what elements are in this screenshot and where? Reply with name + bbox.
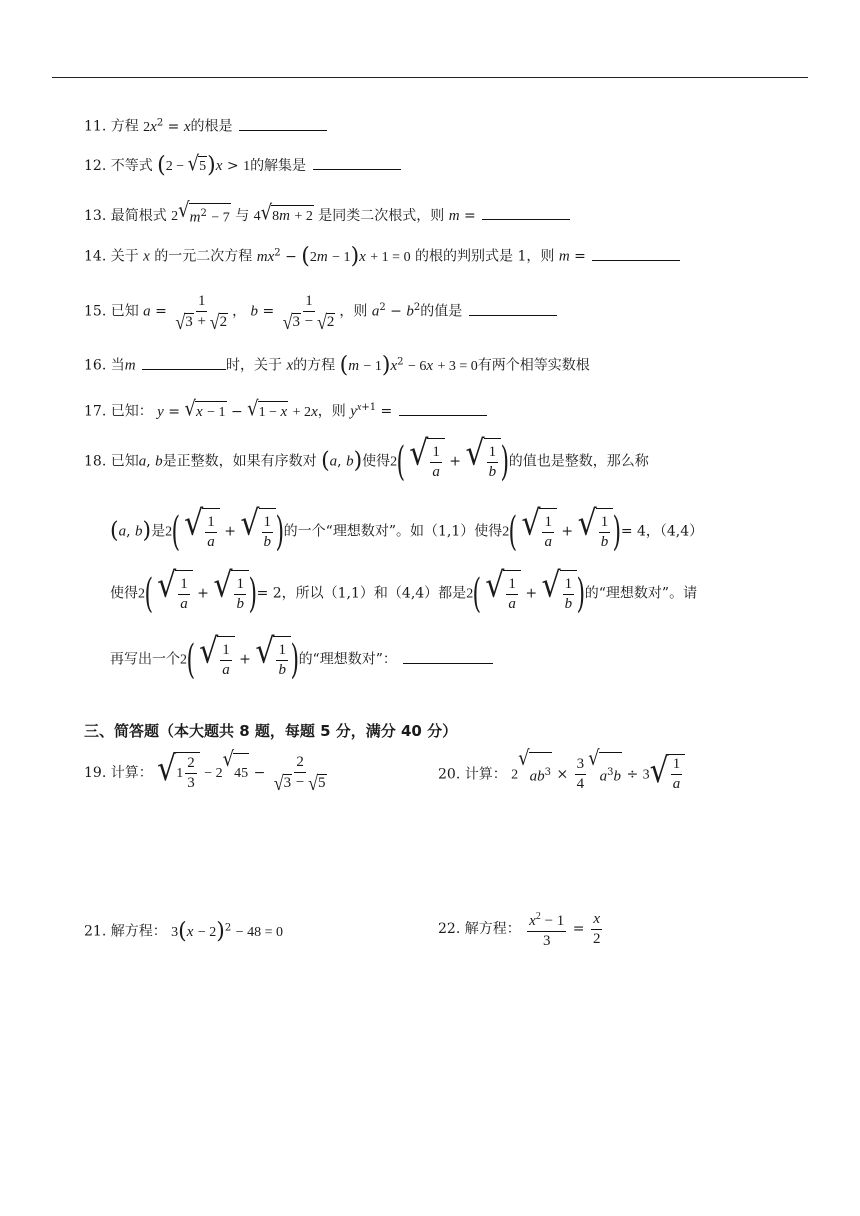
question-21 xyxy=(84,918,283,943)
question-number: 17. xyxy=(84,403,107,420)
question-text: 最简根式 xyxy=(110,207,167,224)
question-text: 解方程： xyxy=(464,921,521,937)
question-text-tail: 的根的判别式是 1，则 xyxy=(415,248,555,265)
question-12: 12. 不等式 (2 − √ 5 )x > 1的解集是 xyxy=(84,155,401,177)
question-number: 12. xyxy=(84,158,107,174)
question-text-mid: 时，关于 xyxy=(226,357,283,374)
question-13: 13. 最简根式 2 √ $m^2 - 7$ 与 4 √ 8m + 2 是同类二次根式，则 m = xyxy=(84,203,570,229)
question-text: 已知 xyxy=(110,303,139,320)
question-text-mid: 与 xyxy=(235,207,250,224)
question-18-line-3: 使得2( √ $\frac{1}{a}$ + √ $\frac{1}{b}$ )= 2，所以（1,1）和（4,4）都是2( √ $\frac{1}{a}$ + √ $\frac{1}{b}$ )的“理想数对”。请 xyxy=(110,565,698,617)
question-number: 22. xyxy=(438,921,461,937)
fraction-b: 1 √ 3 − √ 2 xyxy=(282,292,335,334)
text: 是正整数，如果有序数对 xyxy=(162,453,317,470)
section-heading: 三、简答题（本大题共 8 题，每题 5 分，满分 40 分） xyxy=(84,722,458,740)
question-text-tail-2: 的值是 xyxy=(420,303,463,320)
question-text-tail: ，则 xyxy=(317,403,346,420)
question-text-tail: 是同类二次根式，则 xyxy=(318,207,445,224)
fraction-a: 1 √ 3 + √ 2 xyxy=(175,292,228,334)
text: 的一个“理想数对”。如（1,1）使得 xyxy=(283,523,503,540)
question-number: 15. xyxy=(84,303,107,320)
answer-blank[interactable] xyxy=(469,301,557,316)
answer-blank[interactable] xyxy=(313,155,401,170)
question-text: 方程 xyxy=(110,118,139,135)
header-rule xyxy=(52,77,808,78)
text: 的值也是整数，那么称 xyxy=(508,453,649,470)
question-number: 11. xyxy=(84,118,107,135)
answer-blank[interactable] xyxy=(239,116,327,131)
radical-a: 2 √ $m^2 - 7$ xyxy=(171,208,231,224)
question-text: 计算： xyxy=(110,765,153,781)
question-text: 已知： xyxy=(110,403,153,420)
text: 使得 xyxy=(110,585,138,602)
question-15: 15. 已知 a = 1 √ 3 + √ 2 ， b = 1 √ 3 − √ 2 ，则 $a^2 - b^2$的值是 xyxy=(84,290,557,331)
question-number: 13. xyxy=(84,207,107,224)
answer-blank[interactable] xyxy=(592,246,680,261)
text: 的“理想数对”。请 xyxy=(584,585,698,602)
question-text: 关于 xyxy=(110,248,139,265)
text: 再写出一个 xyxy=(110,651,180,668)
question-number: 20. xyxy=(438,766,461,783)
answer-blank[interactable] xyxy=(482,205,570,220)
question-text-mid-2: 的方程 xyxy=(293,357,336,374)
text: = 4，（4,4） xyxy=(620,523,704,540)
question-number: 21. xyxy=(84,923,107,940)
text: = 2，所以（1,1）和（4,4）都是 xyxy=(256,585,467,602)
answer-blank[interactable] xyxy=(399,401,487,416)
question-text: 当 xyxy=(110,357,125,374)
answer-blank[interactable] xyxy=(142,355,226,370)
question-text-tail: 有两个相等实数根 xyxy=(477,357,590,374)
question-text-2: 的一元二次方程 xyxy=(154,248,253,265)
equation: $mx^2 - (2m - 1)x + 1 = 0$ xyxy=(256,243,411,269)
equation: $3(x - 2)^2 - 48 = 0$ xyxy=(171,918,284,944)
question-text: 不等式 xyxy=(110,158,153,174)
question-number: 14. xyxy=(84,248,107,265)
answer-blank[interactable] xyxy=(403,649,493,664)
question-text: 解方程： xyxy=(110,923,167,940)
equation: $(m - 1)x^2 - 6x + 3 = 0$ xyxy=(339,352,478,378)
question-14: 14. 关于 x 的一元二次方程 $mx^2 - (2m - 1)x + 1 = 0$ 的根的判别式是 1，则 m = xyxy=(84,243,680,268)
question-11 xyxy=(84,113,327,138)
question-number: 18. xyxy=(84,453,107,470)
inequality: (2 − √ 5 )x > 1 xyxy=(157,151,251,178)
question-text-tail: ，则 xyxy=(339,303,368,320)
question-18-line-2: (a, b)是2( √ $\frac{1}{a}$ + √ $\frac{1}{b}$ )的一个“理想数对”。如（1,1）使得2( √ $\frac{1}{a}$ + √ $\frac{1}{b}$ )= 4，（4,4） xyxy=(110,503,704,555)
equation: $2x^2 = x$ xyxy=(143,117,191,135)
text: 使得 xyxy=(362,453,391,470)
question-text-tail: 的根是 xyxy=(190,118,233,135)
question-16: 16. 当m 时，关于 x的方程 $(m - 1)x^2 - 6x + 3 = 0$有两个相等实数根 xyxy=(84,352,590,378)
text: 是 xyxy=(151,523,166,540)
question-20: 20. 计算： 2 √ $ab^3$ × $\frac{3}{4}$ √ $a^3b$ ÷ 3 √ $\frac{1}{a}$ xyxy=(438,752,685,797)
question-22: 22. 解方程： $\frac{x^2 - 1}{3}$ = $\frac{x}{2}$ xyxy=(438,908,604,950)
question-17: 17. 已知： y = √ x − 1 − √ 1 − x + 2x，则 $y^{x+1}$ = xyxy=(84,398,487,423)
question-18-line-1: 18. 已知a, b是正整数，如果有序数对 (a, b)使得2( √ $\frac{1}{a}$ + √ $\frac{1}{b}$ )的值也是整数，那么称 xyxy=(84,433,649,485)
text: 的“理想数对”： xyxy=(298,651,397,668)
equation: y = √ x − 1 − √ 1 − x + 2x xyxy=(157,396,318,421)
question-19: 19. 计算： √ 1 $\frac{2}{3}$ − 2 √ 45 − 2 √ 3 − √ 5 xyxy=(84,747,326,795)
question-18-line-4: 再写出一个2( √ $\frac{1}{a}$ + √ $\frac{1}{b}$ )的“理想数对”： xyxy=(110,636,493,684)
question-number: 19. xyxy=(84,765,107,781)
question-number: 16. xyxy=(84,357,107,374)
text: 已知 xyxy=(110,453,139,470)
question-text: 计算： xyxy=(464,766,507,783)
radical-b: 4 √ 8m + 2 xyxy=(253,200,313,226)
